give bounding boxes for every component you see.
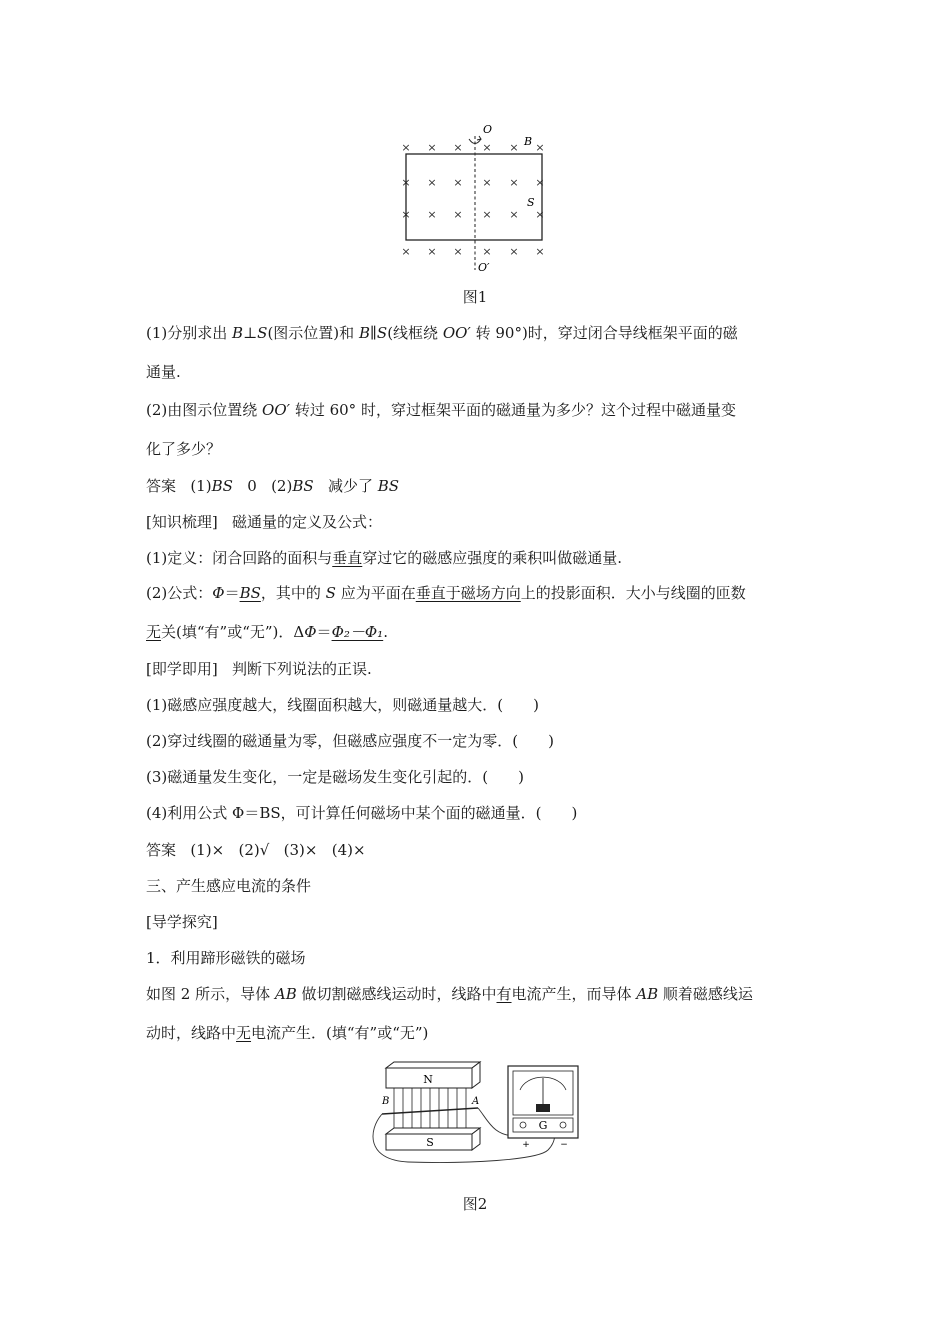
question-1-line-2: 通量.: [146, 363, 181, 381]
svg-text:×: ×: [509, 208, 519, 221]
practice-header: [即学即用] 判断下列说法的正误.: [146, 660, 372, 678]
svg-text:×: ×: [535, 141, 545, 154]
practice-item-1: (1)磁感应强度越大，线圈面积越大，则磁通量越大．( ): [146, 696, 539, 714]
practice-item-2: (2)穿过线圈的磁通量为零，但磁感应强度不一定为零．( ): [146, 732, 554, 750]
section-3-paragraph-line-1: 如图 2 所示，导体 AB 做切割磁感线运动时，线路中有电流产生，而导体 AB 顺着磁感线运: [146, 985, 753, 1003]
answer-2: 答案 (1)× (2)√ (3)× (4)×: [146, 841, 366, 859]
svg-text:×: ×: [401, 176, 411, 189]
svg-text:×: ×: [453, 245, 463, 258]
figure-2-caption: 图2: [462, 1195, 488, 1213]
pole-label-s: S: [426, 1136, 434, 1149]
svg-text:×: ×: [482, 245, 492, 258]
wire-frame: [406, 154, 545, 240]
svg-text:×: ×: [401, 208, 411, 221]
galvanometer-label-g: G: [538, 1119, 548, 1132]
conductor-label-b: B: [382, 1096, 390, 1107]
figure-1-diagram: [395, 118, 560, 278]
conductor-label-a: A: [472, 1096, 480, 1107]
axis-label-o: O: [483, 123, 493, 136]
knowledge-header: [知识梳理] 磁通量的定义及公式：: [146, 513, 383, 531]
question-2-line-2: 化了多少？: [146, 440, 222, 458]
svg-text:×: ×: [535, 176, 545, 189]
svg-text:×: ×: [427, 208, 437, 221]
field-label-b: B: [524, 135, 533, 148]
svg-text:×: ×: [509, 141, 519, 154]
galvanometer: [508, 1066, 578, 1150]
section-3-paragraph-line-2: 动时，线路中无电流产生．(填“有”或“无”): [146, 1024, 429, 1042]
section-3-guide: [导学探究]: [146, 913, 218, 931]
svg-text:×: ×: [453, 141, 463, 154]
answer-1: 答案 (1)BS 0 (2)BS 减少了 BS: [146, 477, 400, 495]
pole-label-n: N: [423, 1073, 433, 1086]
knowledge-formula-line-2: 无关(填“有”或“无”)．ΔΦ＝Φ₂－Φ₁.: [146, 623, 388, 641]
figure-2-diagram: [368, 1060, 588, 1170]
figure-1-caption: 图1: [462, 288, 488, 306]
axis-label-o-prime: O′: [478, 261, 490, 274]
section-3-item-1: 1．利用蹄形磁铁的磁场: [146, 949, 306, 967]
svg-text:×: ×: [427, 245, 437, 258]
practice-item-4: (4)利用公式 Φ＝BS，可计算任何磁场中某个面的磁通量．( ): [146, 804, 578, 822]
knowledge-formula-line-1: (2)公式：Φ＝BS，其中的 S 应为平面在垂直于磁场方向上的投影面积．大小与线圈的匝数: [146, 584, 746, 602]
question-2-line-1: (2)由图示位置绕 OO′ 转过 60° 时，穿过框架平面的磁通量为多少？这个过程中磁通量变: [146, 401, 736, 419]
svg-text:×: ×: [453, 208, 463, 221]
section-3-title: 三、产生感应电流的条件: [146, 877, 312, 895]
terminal-plus: +: [522, 1140, 530, 1150]
knowledge-definition: (1)定义：闭合回路的面积与垂直穿过它的磁感应强度的乘积叫做磁通量.: [146, 549, 623, 567]
magnet-south-pole: [386, 1128, 480, 1150]
practice-item-3: (3)磁通量发生变化，一定是磁场发生变化引起的．( ): [146, 768, 524, 786]
svg-text:×: ×: [509, 176, 519, 189]
terminal-minus: −: [560, 1140, 568, 1150]
svg-text:×: ×: [509, 245, 519, 258]
svg-text:×: ×: [401, 141, 411, 154]
svg-text:×: ×: [482, 141, 492, 154]
question-1-line-1: (1)分别求出 B⊥S(图示位置)和 B∥S(线框绕 OO′ 转 90°)时，穿过闭合导线框架平面的磁: [146, 324, 738, 342]
svg-text:×: ×: [482, 208, 492, 221]
svg-text:×: ×: [427, 141, 437, 154]
svg-text:×: ×: [427, 176, 437, 189]
svg-text:×: ×: [453, 176, 463, 189]
svg-text:×: ×: [535, 245, 545, 258]
area-label-s: S: [527, 196, 535, 209]
svg-text:×: ×: [535, 208, 545, 221]
svg-text:×: ×: [401, 245, 411, 258]
svg-text:×: ×: [482, 176, 492, 189]
magnet-north-pole: [386, 1062, 480, 1088]
